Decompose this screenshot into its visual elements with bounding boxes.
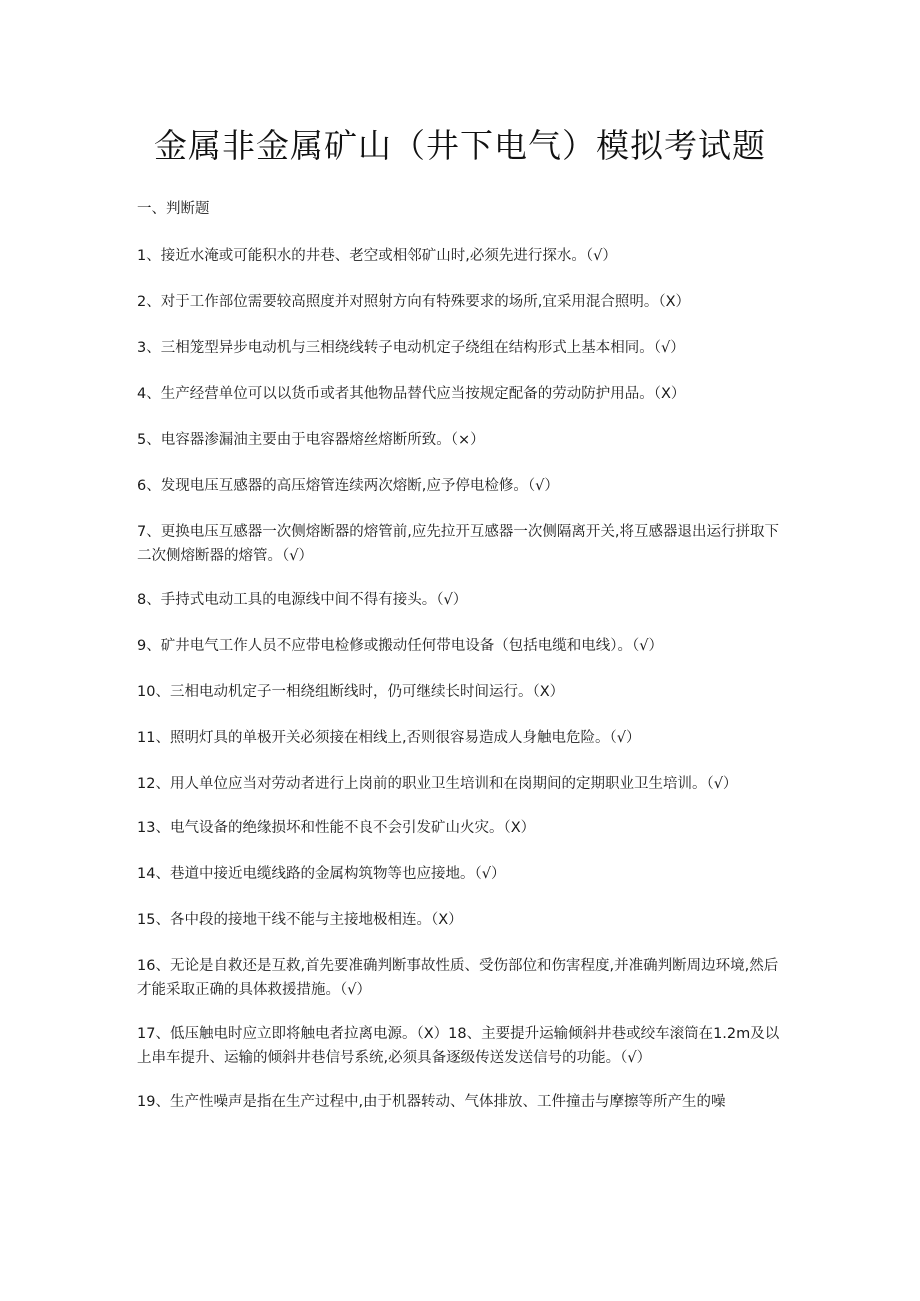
question-item: 3、三相笼型异步电动机与三相绕线转子电动机定子绕组在结构形式上基本相同。（√） (137, 340, 685, 356)
question-item: 9、矿井电气工作人员不应带电检修或搬动任何带电设备（包括电缆和电线）。（√） (137, 638, 663, 654)
question-item: 1、接近水淹或可能积水的井巷、老空或相邻矿山时,必须先进行探水。（√） (137, 248, 617, 264)
question-item: 13、电气设备的绝缘损坏和性能不良不会引发矿山火灾。（X） (137, 820, 536, 836)
question-item: 7、更换电压互感器一次侧熔断器的熔管前,应先拉开互感器一次侧隔离开关,将互感器退出运行拼取下二次侧熔断器的熔管。（√） (137, 524, 779, 564)
question-item: 15、各中段的接地干线不能与主接地极相连。（X） (137, 912, 463, 928)
question-list (137, 244, 787, 1136)
question-item: 11、照明灯具的单极开关必须接在相线上,否则很容易造成人身触电危险。（√） (137, 730, 641, 746)
question-item: 14、巷道中接近电缆线路的金属构筑物等也应接地。（√） (137, 866, 506, 882)
question-item: 8、手持式电动工具的电源线中间不得有接头。（√） (137, 592, 468, 608)
question-item: 5、电容器渗漏油主要由于电容器熔丝熔断所致。（×） (137, 432, 485, 448)
question-item: 2、对于工作部位需要较高照度并对照射方向有特殊要求的场所,宜采用混合照明。（X） (137, 294, 691, 310)
question-item: 19、生产性噪声是指在生产过程中,由于机器转动、气体排放、工件撞击与摩擦等所产生的噪 (137, 1094, 726, 1110)
section-heading: 一、判断题 (137, 201, 210, 217)
question-item: 16、无论是自救还是互救,首先要准确判断事故性质、受伤部位和伤害程度,并准确判断周边环境,然后才能采取正确的具体救援措施。（√） (137, 958, 779, 998)
question-item: 10、三相电动机定子一相绕组断线时，仍可继续长时间运行。（X） (137, 684, 565, 700)
page-title: 金属非金属矿山（井下电气）模拟考试题 (154, 126, 766, 165)
question-item: 17、低压触电时应立即将触电者拉离电源。（X）18、主要提升运输倾斜井巷或绞车滚筒在1.2m及以上串车提升、运输的倾斜井巷信号系统,必须具备逐级传送发送信号的功能。（√） (137, 1026, 780, 1066)
question-item: 6、发现电压互感器的高压熔管连续两次熔断,应予停电检修。（√） (137, 478, 559, 494)
question-item: 4、生产经营单位可以以货币或者其他物品替代应当按规定配备的劳动防护用品。（X） (137, 386, 686, 402)
question-item: 12、用人单位应当对劳动者进行上岗前的职业卫生培训和在岗期间的定期职业卫生培训。（√） (137, 776, 738, 792)
